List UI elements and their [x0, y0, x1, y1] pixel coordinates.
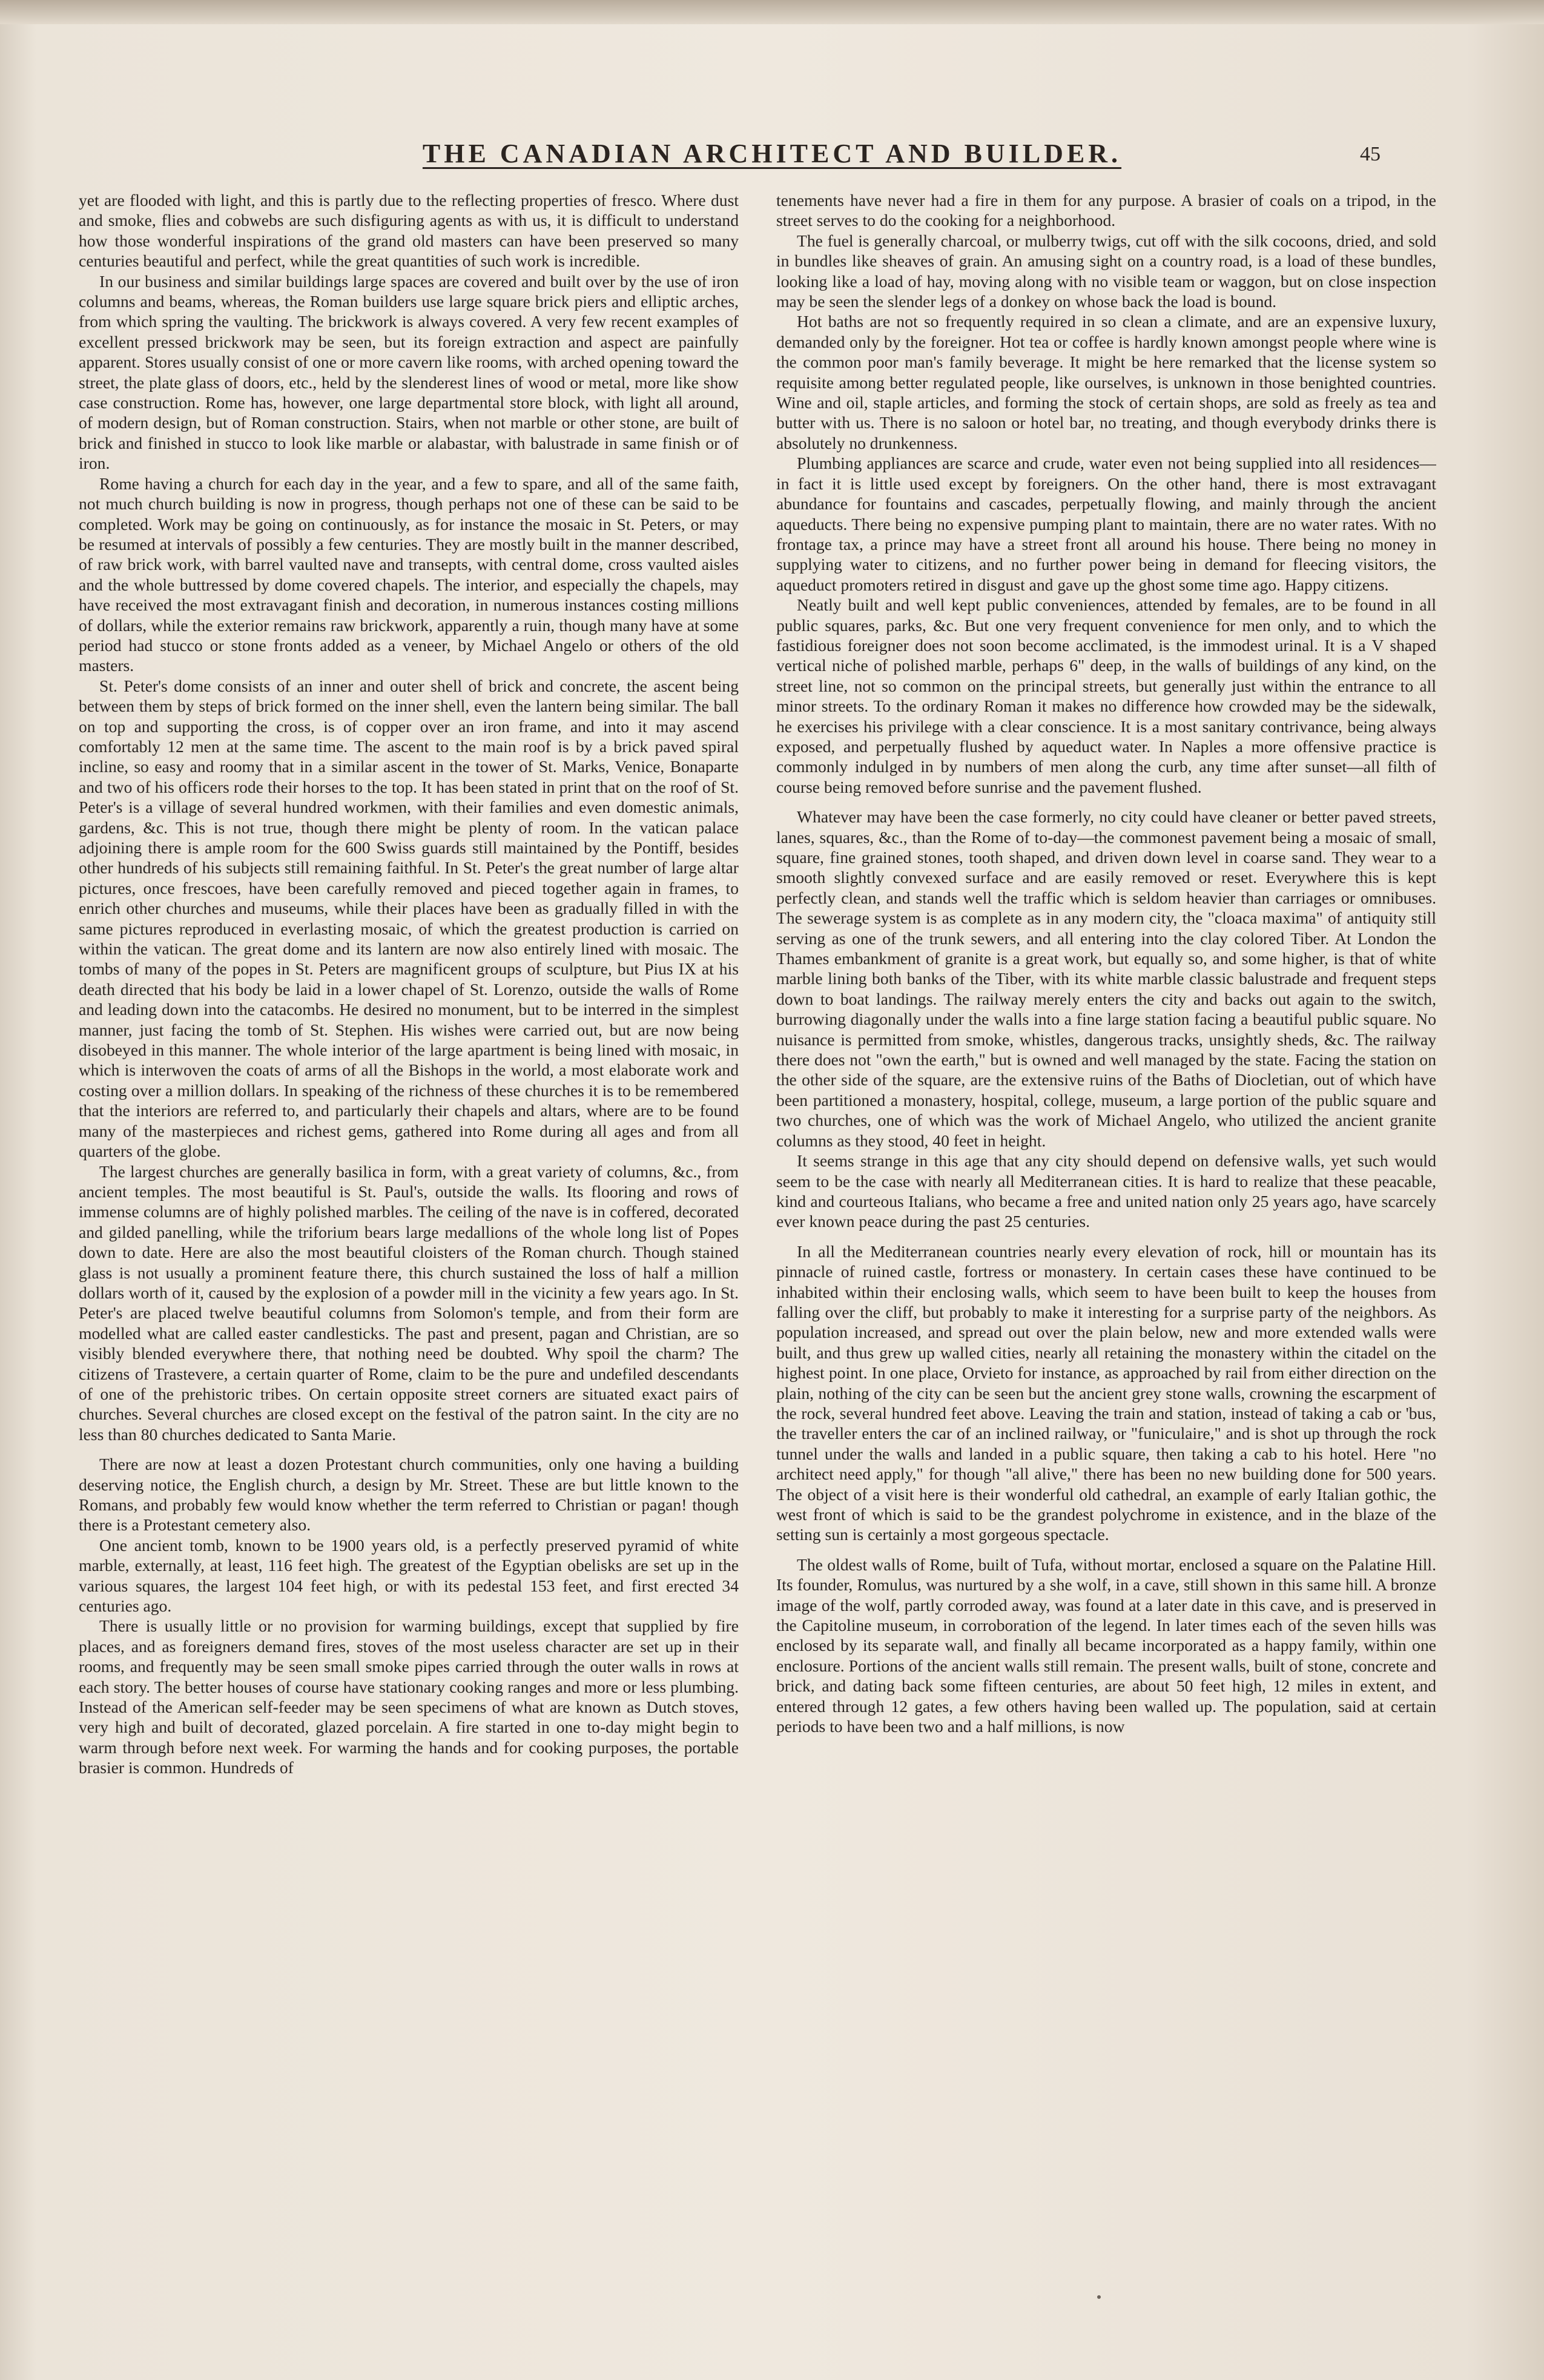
paragraph: Rome having a church for each day in the year, and a few to spare, and all of the same faith, not much church building is now in progress, though perhaps not one of these can be said to be completed. Work may be going on continuously, as for instance the mosaic in St. Peters, or may be resumed at intervals of possibly a few centuries. They are mostly built in the manner described, of raw brick work, with barrel vaulted nave and transepts, with central dome, cross vaulted aisles and the whole buttressed by dome covered chapels. The interior, and especially the chapels, may have received the most extravagant finish and decoration, in numerous instances costing millions of dollars, while the exterior remains raw brickwork, apparently a ruin, though many have at some period had stucco or stone fronts added as a veneer, by Michael Angelo or others of the old masters. [79, 474, 739, 675]
paragraph: There is usually little or no provision for warming buildings, except that supplied by fire places, and as foreigners demand fires, stoves of the most useless character are set up in their rooms, and frequently may be seen small smoke pipes carried through the outer walls in rows at each story. The better houses of course have stationary cooking ranges and more or less plumbing. Instead of the American self-feeder may be seen specimens of what are known as Dutch stoves, very high and built of decorated, glazed porcelain. A fire started in one to-day might begin to warm through before next week. For warming the hands and for cooking purposes, the portable brasier is common. Hundreds of [79, 1616, 739, 1777]
paragraph: Whatever may have been the case formerly, no city could have cleaner or better paved streets, lanes, squares, &c., than the Rome of to-day—the commonest pavement being a mosaic of small, square, fine grained stones, tooth shaped, and driven down level in coarse sand. They wear to a smooth slightly convexed surface and are easily removed or reset. Everywhere this is kept perfectly clean, and stands well the traffic which is seldom heavier than carriages or omnibuses. The sewerage system is as complete as in any modern city, the "cloaca maxima" of antiquity still serving as one of the trunk sewers, and all entering into the clay colored Tiber. At London the Thames embankment of granite is a great work, but equally so, and some higher, is that of white marble lining both banks of the Tiber, with its white marble classic balustrade and frequent steps down to boat landings. The railway merely enters the city and backs out again to the switch, burrowing diagonally under the walls into a fine large station facing a beautiful public square. No nuisance is permitted from smoke, whistles, dangerous tracks, unsightly sheds, &c. The railway there does not "own the earth," but is owned and well managed by the state. Facing the station on the other side of the square, are the extensive ruins of the Baths of Diocletian, out of which have been partitioned a monastery, hospital, college, museum, a large portion of the public square and two churches, one of which was the work of Michael Angelo, who utilized the ancient granite columns as they stood, 40 feet in height. [776, 807, 1436, 1150]
paragraph: In our business and similar buildings large spaces are covered and built over by the use of iron columns and beams, whereas, the Roman builders use large square brick piers and elliptic arches, from which spring the vaulting. The brickwork is always covered. A very few recent examples of excellent pressed brickwork may be seen, but its foreign extraction and aspect are painfully apparent. Stores usually consist of one or more cavern like rooms, with arched opening toward the street, the plate glass of doors, etc., held by the slenderest lines of wood or metal, more like show case construction. Rome has, however, one large departmental store block, with light all around, of modern design, but of Roman construction. Stairs, when not marble or other stone, are built of brick and finished in stucco to look like marble or alabastar, with balustrade in same finish or of iron. [79, 271, 739, 473]
paragraph: One ancient tomb, known to be 1900 years old, is a perfectly preserved pyramid of white marble, externally, at least, 116 feet high. The greatest of the Egyptian obelisks are set up in the various squares, the largest 104 feet high, or with its pedestal 153 feet, and first erected 34 centuries ago. [79, 1535, 739, 1616]
paragraph: Plumbing appliances are scarce and crude, water even not being supplied into all residences—in fact it is little used except by foreigners. On the other hand, there is most extravagant abundance for fountains and cascades, perpetually flowing, and mainly through the ancient aqueducts. There being no expensive pumping plant to maintain, there are no water rates. With no frontage tax, a prince may have a street front all around his house. There being no money in supplying water to citizens, and no further power being in demand for fleecing visitors, the aqueduct promoters retired in disgust and gave up the ghost some time ago. Happy citizens. [776, 454, 1436, 594]
paragraph: The oldest walls of Rome, built of Tufa, without mortar, enclosed a square on the Palatine Hill. Its founder, Romulus, was nurtured by a she wolf, in a cave, still shown in this same hill. A bronze image of the wolf, partly corroded away, was found at a later date in this cave, and is preserved in the Capitoline museum, in corroboration of the legend. In later times each of the seven hills was enclosed by its separate wall, and finally all became incorporated as a happy family, within one enclosure. Portions of the ancient walls still remain. The present walls, built of stone, concrete and brick, and dating back some fifteen centuries, are about 50 feet high, 12 miles in extent, and entered through 12 gates, a few others having been walled up. The population, said at certain periods to have been two and a half millions, is now [776, 1555, 1436, 1736]
page-number: 45 [1360, 143, 1381, 165]
left-column [79, 190, 739, 2267]
paragraph: There are now at least a dozen Protestant church communities, only one having a building deserving notice, the English church, a design by Mr. Street. These are but little known to the Romans, and probably few would know whether the term referred to Christian or pagan! though there is a Protestant cemetery also. [79, 1455, 739, 1535]
paragraph: St. Peter's dome consists of an inner and outer shell of brick and concrete, the ascent being between them by steps of brick formed on the inner shell, even the lantern being similar. The ball on top and supporting the cross, is of copper over an iron frame, and into it may ascend comfortably 12 men at the same time. The ascent to the main roof is by a brick paved spiral incline, so easy and roomy that in a similar ascent in the tower of St. Marks, Venice, Bonaparte and two of his officers rode their horses to the top. It has been stated in print that on the roof of St. Peter's is a village of several hundred workmen, with their families and even domestic animals, gardens, &c. This is not true, though there might be plenty of room. In the vatican palace adjoining there is ample room for the 600 Swiss guards still maintained by the Pontiff, besides other hundreds of his subjects still remaining faithful. In St. Peter's the great number of large altar pictures, once frescoes, have been carefully removed and pieced together again in frames, to enrich other churches and museums, while their places have been as gradually filled in with the same pictures reproduced in everlasting mosaic, of which the greatest production is carried on within the vatican. The great dome and its lantern are now also entirely lined with mosaic. The tombs of many of the popes in St. Peters are magnificent groups of sculpture, but Pius IX at his death directed that his body be laid in a lower chapel of St. Lorenzo, outside the walls of Rome and leading down into the catacombs. He desired no monument, but to be interred in the simplest manner, just facing the tomb of St. Stephen. His wishes were carried out, but are now being disobeyed in this manner. The whole interior of the large apartment is being lined with mosaic, in which is interwoven the coats of arms of all the Bishops in the world, a most elaborate work and costing over a million dollars. In speaking of the richness of these churches it is to be remembered that the interiors are referred to, and particularly their chapels and altars, where are to be found many of the masterpieces and richest gems, gathered into Rome during all ages and from all quarters of the globe. [79, 676, 739, 1161]
paragraph: Neatly built and well kept public conveniences, attended by females, are to be found in all public squares, parks, &c. But one very frequent convenience for men only, and to which the fastidious foreigner does not soon become acclimated, is the immodest urinal. It is a V shaped vertical niche of polished marble, perhaps 6" deep, in the walls of buildings of any kind, on the street line, not so common on the principal streets, but generally just within the entrance to all minor streets. To the ordinary Roman it makes no difference how crowded may be the sidewalk, he exercises his privilege with a clear conscience. It is a most sanitary contrivance, being always exposed, and perpetually flushed by aqueduct water. In Naples a more offensive practice is commonly indulged in by numbers of men along the curb, any time after sunset—all filth of course being removed before sunrise and the pavement flushed. [776, 595, 1436, 796]
running-header-title: THE CANADIAN ARCHITECT AND BUILDER. [422, 139, 1122, 168]
page-speck [1097, 2295, 1101, 2299]
page-top-edge [0, 0, 1544, 24]
paragraph: Hot baths are not so frequently required in so clean a climate, and are an expensive luxury, demanded only by the foreigner. Hot tea or coffee is hardly known amongst people where wine is the common poor man's family beverage. It might be here remarked that the license system so requisite among better regulated people, like ourselves, is unknown in those benighted countries. Wine and oil, staple articles, and forming the stock of certain shops, are sold as freely as tea and butter with us. There is no saloon or hotel bar, no treating, and though everybody drinks there is absolutely no drunkenness. [776, 312, 1436, 452]
paragraph: yet are flooded with light, and this is partly due to the reflecting properties of fresco. Where dust and smoke, flies and cobwebs are such disfiguring agents as with us, it is difficult to understand how those wonderful inspirations of the grand old masters can have been preserved so many centuries beautiful and perfect, while the great quantities of such work is incredible. [79, 191, 739, 271]
paragraph: In all the Mediterranean countries nearly every elevation of rock, hill or mountain has its pinnacle of ruined castle, fortress or monastery. In certain cases these have continued to be inhabited within their enclosing walls, which seem to have been built to keep the houses from falling over the cliff, but probably to make it interesting for a surprise party of the neighbors. As population increased, and spread out over the plain below, new and more extended walls were built, and thus grew up walled cities, nearly all retaining the monastery within the citadel on the highest point. In one place, Orvieto for instance, as approached by rail from either direction on the plain, nothing of the city can be seen but the ancient grey stone walls, crowning the escarpment of the rock, several hundred feet above. Leaving the train and station, instead of taking a cab or 'bus, the traveller enters the car of an inclined railway, or "funiculaire," and is shot up through the rock tunnel under the walls and landed in a public square, then taking a cab to his hotel. Here "no architect need apply," for though "all alive," there has been no new building done for 500 years. The object of a visit here is their wonderful old cathedral, an example of early Italian gothic, the west front of which is said to be the grandest polychrome in existence, and in the blaze of the setting sun is certainly a most gorgeous spectacle. [776, 1241, 1436, 1544]
paragraph: The fuel is generally charcoal, or mulberry twigs, cut off with the silk cocoons, dried, and sold in bundles like sheaves of grain. An amusing sight on a country road, is a load of these bundles, looking like a load of hay, moving along with no visible team or waggon, but on close inspection may be seen the slender legs of a donkey on whose back the load is bound. [776, 231, 1436, 311]
paragraph: tenements have never had a fire in them for any purpose. A brasier of coals on a tripod, in the street serves to do the cooking for a neighborhood. [776, 191, 1436, 230]
paragraph: It seems strange in this age that any city should depend on defensive walls, yet such would seem to be the case with nearly all Mediterranean cities. It is hard to realize that these peacable, kind and courteous Italians, who became a free and united nation only 25 years ago, have scarcely ever known peace during the past 25 centuries. [776, 1151, 1436, 1231]
paragraph: The largest churches are generally basilica in form, with a great variety of columns, &c., from ancient temples. The most beautiful is St. Paul's, outside the walls. Its flooring and rows of immense columns are of highly polished marbles. The ceiling of the nave is in coffered, decorated and gilded panelling, while the triforium bears large medallions of the whole long list of Popes down to date. Here are also the most beautiful cloisters of the Roman church. Though stained glass is not usually a prominent feature there, this church sustained the loss of half a million dollars worth of it, caused by the explosion of a powder mill in the vicinity a few years ago. In St. Peter's are placed twelve beautiful columns from Solomon's temple, and from their form are modelled what are called easter candlesticks. The past and present, pagan and Christian, are so visibly blended everywhere there, that nothing need be doubted. Why spoil the charm? The citizens of Trastevere, a certain quarter of Rome, claim to be the pure and undefiled descendants of one of the prehistoric tribes. On certain opposite street corners are situated exact pairs of churches. Several churches are closed except on the festival of the patron saint. In the city are no less than 80 churches dedicated to Santa Marie. [79, 1162, 739, 1444]
right-column [776, 190, 1436, 2267]
